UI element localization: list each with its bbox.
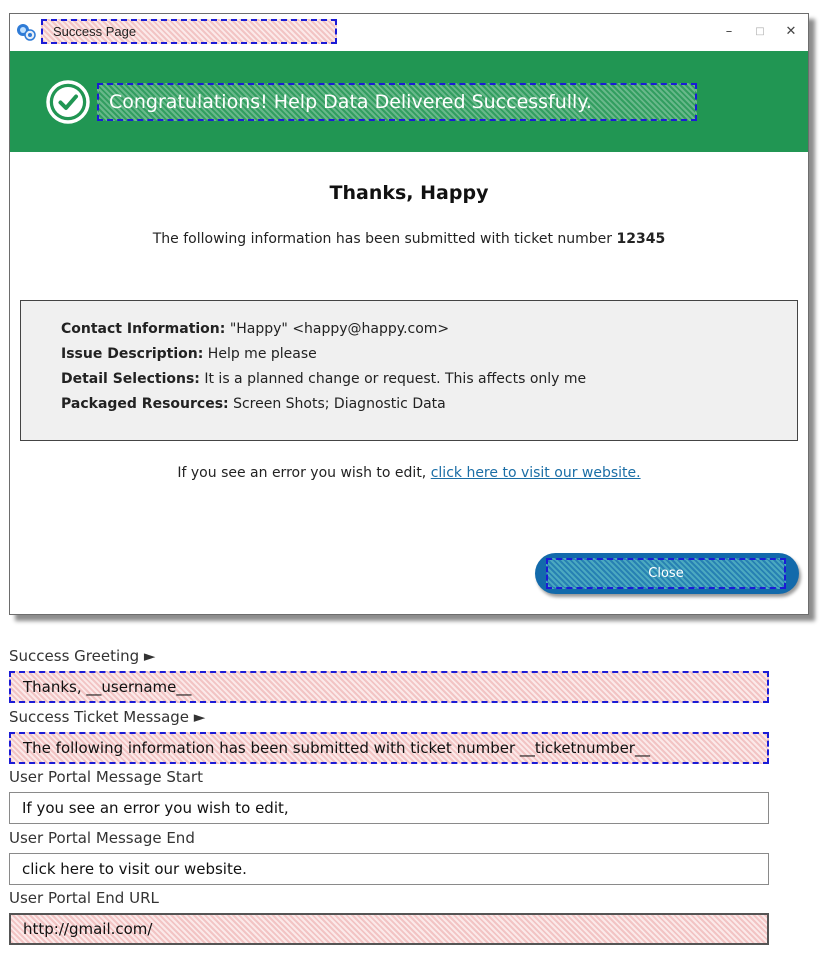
info-value: Screen Shots; Diagnostic Data [228,396,446,412]
submitted-info-panel [20,300,798,441]
info-value: It is a planned change or request. This affects only me [199,371,587,387]
success-window [9,13,809,615]
portal-message [10,465,808,481]
close-button-label: Close [546,558,786,589]
portal-message-prefix: If you see an error you wish to edit, [177,465,427,481]
minimize-button[interactable]: – [725,24,733,39]
banner-message: Congratulations! Help Data Delivered Successfully. [97,83,697,121]
success-ticket-message-field[interactable]: The following information has been submitted with ticket number __ticketnumber__ [9,732,769,764]
close-window-button[interactable]: ✕ [785,24,797,39]
portal-message-end-field[interactable]: click here to visit our website. [9,853,769,885]
portal-message-start-label: User Portal Message Start [9,768,203,786]
success-greeting-field[interactable]: Thanks, __username__ [9,671,769,703]
success-ticket-message-label: Success Ticket Message ► [9,708,206,726]
title-bar [10,14,808,51]
info-value: "Happy" <happy@happy.com> [225,321,450,337]
portal-end-url-label: User Portal End URL [9,889,159,907]
check-circle-icon [45,79,91,125]
ticket-message-text: The following information has been submitted with ticket number [152,231,613,247]
portal-message-start-field[interactable]: If you see an error you wish to edit, [9,792,769,824]
window-title: Success Page [41,19,337,44]
info-label: Contact Information: [61,321,226,337]
portal-message-end-label: User Portal Message End [9,829,195,847]
help-agent-icon [16,23,36,41]
greeting-heading: Thanks, Happy [329,182,489,204]
success-greeting-label: Success Greeting ► [9,647,156,665]
info-value: Help me please [203,346,317,362]
maximize-button[interactable]: □ [755,26,765,37]
info-row-issue [61,342,797,367]
portal-link[interactable]: click here to visit our website. [430,465,641,481]
close-button[interactable] [535,553,799,594]
info-label: Packaged Resources: [61,396,229,412]
info-row-contact [61,317,797,342]
portal-end-url-field[interactable]: http://gmail.com/ [9,913,769,945]
info-label: Detail Selections: [61,371,200,387]
success-banner [10,51,808,152]
ticket-message [10,231,808,247]
info-row-resources [61,392,797,417]
ticket-number: 12345 [616,231,666,247]
info-row-details [61,367,797,392]
info-label: Issue Description: [61,346,204,362]
